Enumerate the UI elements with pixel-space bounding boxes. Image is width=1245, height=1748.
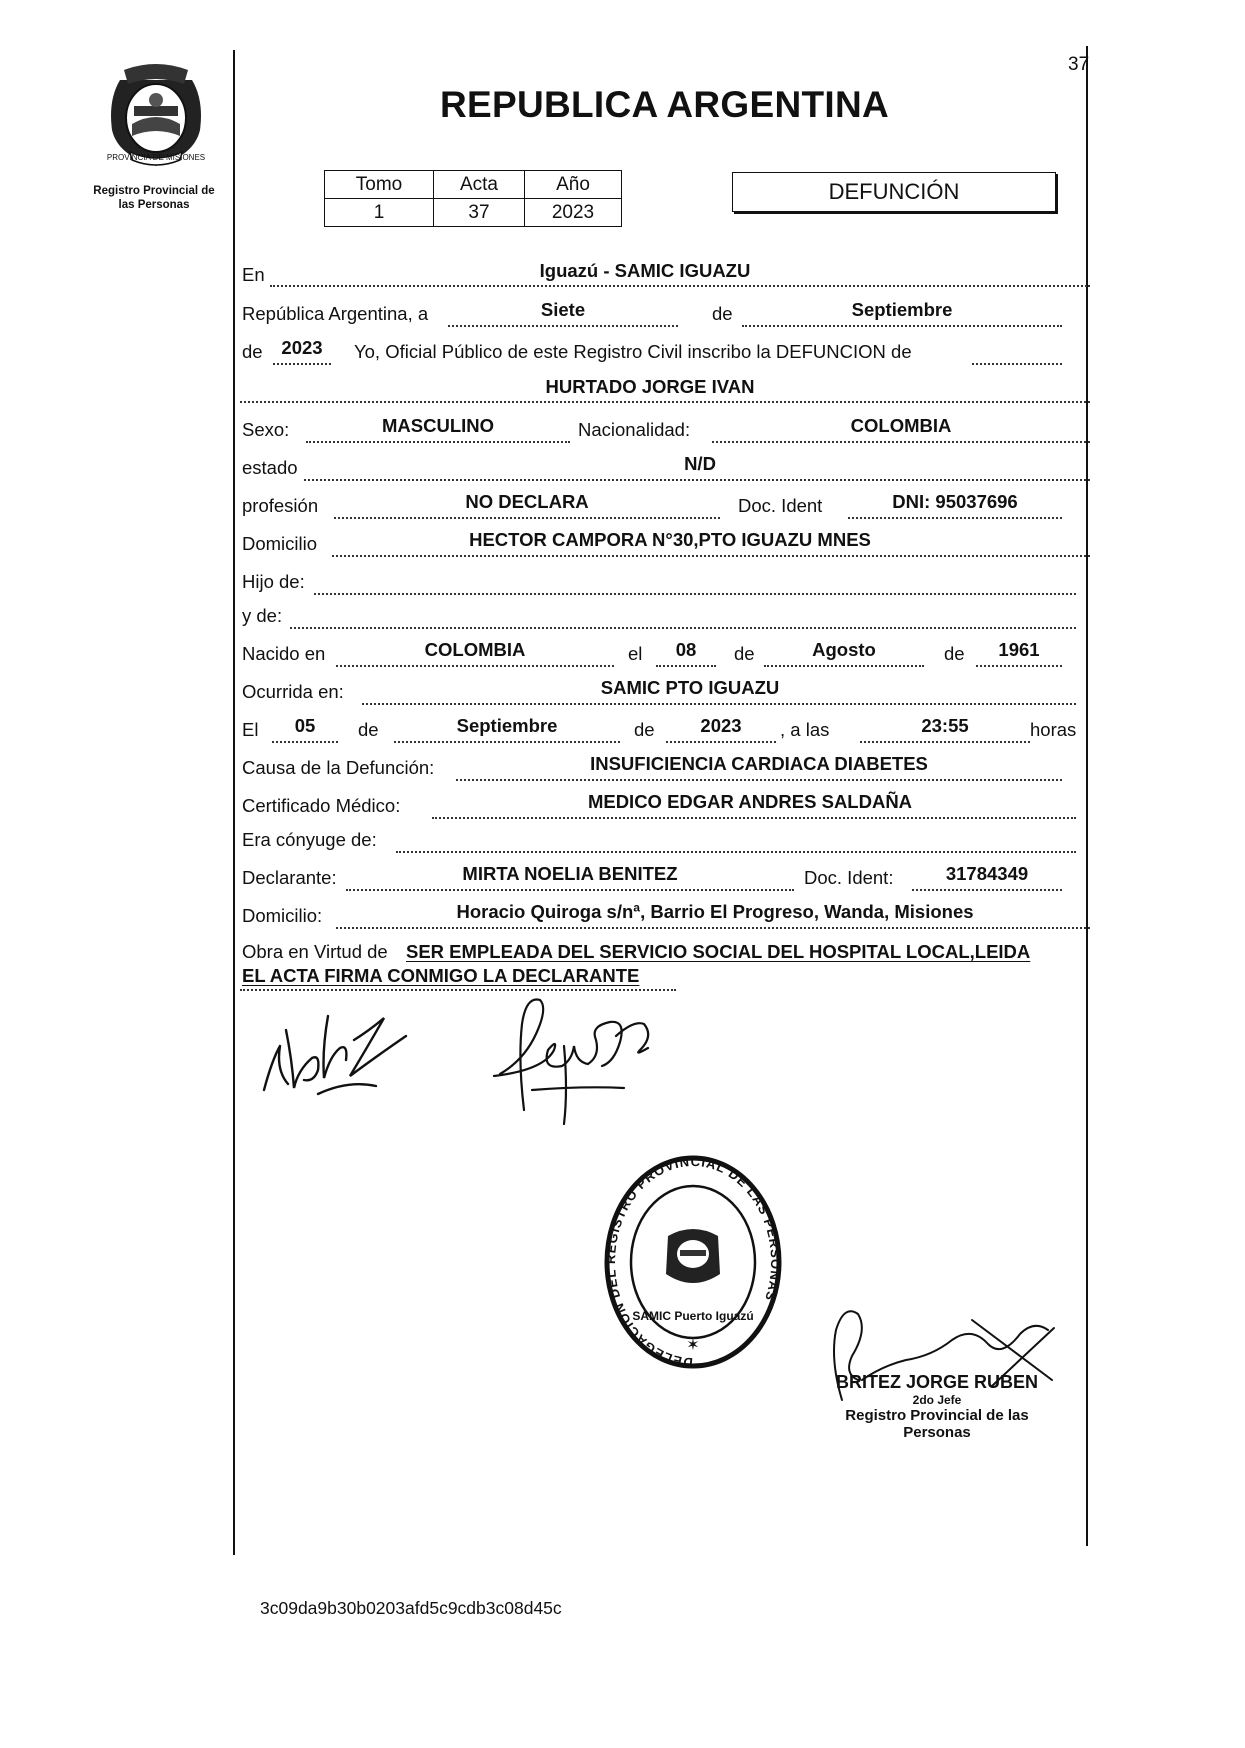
nac-dia-value: 08 [675,639,697,660]
conyuge-line [396,851,1076,853]
lugar-line [270,285,1090,287]
obra-value-line2: EL ACTA FIRMA CONMIGO LA DECLARANTE [242,965,640,986]
def-hora-value: 23:55 [921,715,969,736]
profesion-line [334,517,720,519]
a-las-label: , a las [780,719,830,740]
nac-mes-line [764,665,924,667]
declarante-domicilio-line [336,927,1090,929]
register-table [324,170,622,227]
document-hash: 3c09da9b30b0203afd5c9cdb3c08d45c [260,1598,562,1618]
profesion-value: NO DECLARA [465,491,589,512]
domicilio-label: Domicilio [242,533,318,554]
lugar-value: Iguazú - SAMIC IGUAZU [539,260,751,281]
domicilio-value: HECTOR CAMPORA N°30,PTO IGUAZU MNES [469,529,871,550]
sexo-line [306,441,570,443]
official-name-block [812,1372,1062,1441]
doc-ident-label-2: Doc. Ident: [804,867,894,888]
el-label-2: El [242,719,259,740]
registry-name: Registro Provincial de las Personas [93,185,215,211]
republica-label: República Argentina, a [242,303,429,324]
doc-ident-label: Doc. Ident [738,495,823,516]
declarante-doc-value: 31784349 [945,863,1029,884]
nac-anio-line [976,665,1062,667]
nac-mes-value: Agosto [812,639,876,660]
domicilio-line [332,555,1090,557]
page-number: 37 [1068,54,1090,75]
document-type: DEFUNCIÓN [828,179,960,204]
declarante-label: Declarante: [242,867,337,888]
provincial-crest-logo [100,60,212,172]
de-label-3: de [734,643,755,664]
nacido-en-value: COLOMBIA [424,639,526,660]
declarante-line [346,889,794,891]
anio-header: Año [525,171,622,199]
hijo-de-line [314,593,1076,595]
acta-value: 37 [434,199,525,227]
nacionalidad-label: Nacionalidad: [578,419,691,440]
declarante-domicilio-value: Horacio Quiroga s/nª, Barrio El Progreso, Wanda, Misiones [456,901,974,922]
ocurrida-en-value: SAMIC PTO IGUAZU [600,677,780,698]
y-de-label: y de: [242,605,283,626]
en-label: En [242,264,265,285]
fallecido-line [240,401,1090,403]
profesion-label: profesión [242,495,319,516]
de-label-4: de [944,643,965,664]
conyuge-label: Era cónyuge de: [242,829,377,850]
nacido-en-line [336,665,614,667]
estado-label: estado [242,457,298,478]
declarant-signature [258,1000,418,1100]
stamp-inner-text: SAMIC Puerto Iguazú [632,1309,754,1323]
crest-text: PROVINCIA DE MISIONES [106,153,206,162]
el-label: el [628,643,643,664]
sexo-label: Sexo: [242,419,290,440]
obra-label: Obra en Virtud de [242,941,388,962]
stamp-ring-text: DELEGACION DEL REGISTRO PROVINCIAL DE LAS PERSONAS [602,1153,784,1371]
yo-oficial-text: Yo, Oficial Público de este Registro Civil inscribo la DEFUNCION de [354,341,912,362]
nacido-en-label: Nacido en [242,643,326,664]
right-margin-line [1086,46,1088,1546]
certificado-value: MEDICO EDGAR ANDRES SALDAÑA [587,791,913,812]
nacionalidad-line [712,441,1090,443]
sexo-value: MASCULINO [381,415,495,436]
hijo-de-label: Hijo de: [242,571,305,592]
mes-value: Septiembre [851,299,953,320]
anio-value: 2023 [281,337,323,358]
def-dia-value: 05 [294,715,316,736]
dia-line [448,325,678,327]
document-title: REPUBLICA ARGENTINA [440,84,890,125]
causa-value: INSUFICIENCIA CARDIACA DIABETES [590,753,928,774]
def-mes-line [394,741,620,743]
de-label-1: de [712,303,733,324]
mes-line [742,325,1062,327]
estado-value: N/D [684,453,716,474]
ocurrida-en-label: Ocurrida en: [242,681,344,702]
tomo-header: Tomo [325,171,434,199]
horas-label: horas [1030,719,1077,740]
certificado-label: Certificado Médico: [242,795,401,816]
fallecido-line-head [972,363,1062,365]
de-label-6: de [634,719,655,740]
register-header-row [325,171,622,199]
left-margin-line [233,50,235,1555]
official-institution: Registro Provincial de las Personas [845,1407,1029,1441]
de-label-2: de [242,341,263,362]
anio-line [273,363,331,365]
dia-value: Siete [540,299,586,320]
acta-header: Acta [434,171,525,199]
anio-value: 2023 [525,199,622,227]
y-de-line [290,627,1076,629]
def-anio-line [666,741,776,743]
tomo-value: 1 [325,199,434,227]
official-role: 2do Jefe [912,1393,962,1407]
registry-stamp [598,1150,788,1380]
def-hora-line [860,741,1030,743]
causa-line [456,779,1062,781]
causa-label: Causa de la Defunción: [242,757,435,778]
register-value-row [325,199,622,227]
declarante-doc-line [912,889,1062,891]
official-signature-1 [484,990,674,1125]
dni-line [848,517,1062,519]
ocurrida-en-line [362,703,1076,705]
document-type-box [732,172,1056,212]
svg-text:✶: ✶ [686,1337,700,1354]
nac-dia-line [656,665,716,667]
de-label-5: de [358,719,379,740]
certificado-line [432,817,1076,819]
def-dia-line [272,741,338,743]
def-anio-value: 2023 [700,715,742,736]
obra-value-line1: SER EMPLEADA DEL SERVICIO SOCIAL DEL HOSPITAL LOCAL,LEIDA [406,941,1031,962]
official-name: BRITEZ JORGE RUBEN [835,1372,1039,1392]
nac-anio-value: 1961 [998,639,1040,660]
nacionalidad-value: COLOMBIA [850,415,952,436]
def-mes-value: Septiembre [456,715,558,736]
fallecido-value: HURTADO JORGE IVAN [545,376,755,397]
declarante-value: MIRTA NOELIA BENITEZ [462,863,678,884]
dni-value: DNI: 95037696 [892,491,1018,512]
domicilio-label-2: Domicilio: [242,905,323,926]
estado-line [304,479,1090,481]
